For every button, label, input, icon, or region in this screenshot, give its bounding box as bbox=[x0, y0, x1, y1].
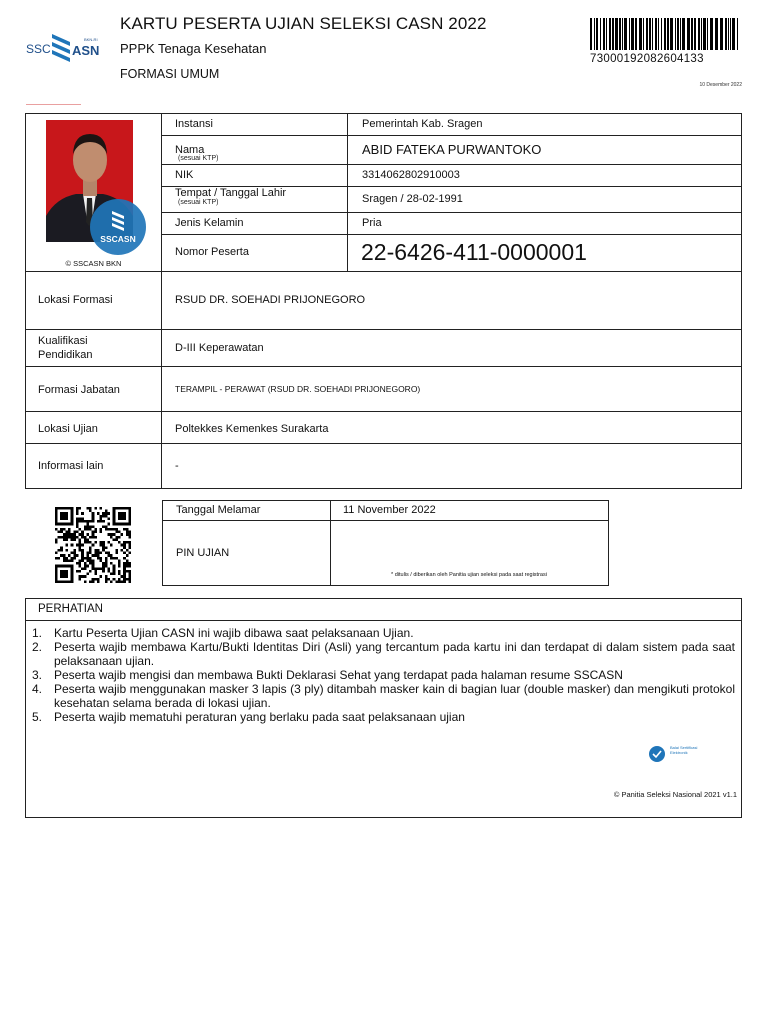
label-lokasi-formasi: Lokasi Formasi bbox=[38, 294, 113, 306]
row-divider bbox=[162, 212, 742, 213]
value-ttl: Sragen / 28-02-1991 bbox=[362, 193, 463, 205]
value-nomor-peserta: 22-6426-411-0000001 bbox=[361, 239, 587, 265]
value-lokasi-ujian: Poltekkes Kemenkes Surakarta bbox=[175, 423, 329, 435]
value-lokasi-formasi: RSUD DR. SOEHADI PRIJONEGORO bbox=[175, 294, 366, 306]
svg-text:SSCASN: SSCASN bbox=[100, 234, 136, 244]
row-divider bbox=[25, 620, 742, 621]
qr-code bbox=[54, 507, 132, 583]
value-tanggal-melamar: 11 November 2022 bbox=[343, 504, 436, 516]
list-item: 1. Kartu Peserta Ujian CASN ini wajib dibawa saat pelaksanaan Ujian. bbox=[32, 626, 735, 640]
row-divider bbox=[25, 443, 742, 444]
photo-caption: © SSCASN BKN bbox=[65, 259, 122, 268]
row-divider bbox=[162, 164, 742, 165]
list-item: 4. Peserta wajib menggunakan masker 3 lapis (3 ply) ditambah masker kain di bagian luar (double masker) dan mengikuti protokol kesehatan selama berada di lokasi ujian. bbox=[32, 682, 735, 710]
svg-text:SSC: SSC bbox=[26, 42, 51, 56]
value-informasi-lain: - bbox=[175, 460, 179, 472]
label-formasi-jabatan: Formasi Jabatan bbox=[38, 384, 120, 396]
attention-item-text: Peserta wajib membawa Kartu/Bukti Identitas Diri (Asli) yang tercantum pada kartu ini dan terdapat di dalam sistem pada saat pelaksanaan ujian. bbox=[54, 640, 735, 668]
card-title: KARTU PESERTA UJIAN SELEKSI CASN 2022 bbox=[120, 14, 487, 33]
value-kualifikasi: D-III Keperawatan bbox=[175, 342, 264, 354]
value-nik: 3314062802910003 bbox=[362, 169, 460, 181]
row-divider bbox=[25, 366, 742, 367]
barcode bbox=[590, 18, 742, 50]
pin-note: * ditulis / diberikan oleh Panitia ujian seleksi pada saat registrasi bbox=[391, 572, 547, 578]
list-item: 2. Peserta wajib membawa Kartu/Bukti Identitas Diri (Asli) yang tercantum pada kartu ini dan terdapat di dalam sistem pada saat pelaksanaan ujian. bbox=[32, 640, 735, 668]
note-ttl: (sesuai KTP) bbox=[178, 199, 219, 206]
print-date: 10 Desember 2022 bbox=[699, 82, 742, 88]
divider bbox=[26, 104, 81, 105]
column-divider bbox=[347, 113, 348, 271]
sscasn-watermark bbox=[90, 199, 146, 255]
card-subtitle: PPPK Tenaga Kesehatan bbox=[120, 41, 267, 56]
row-divider bbox=[162, 234, 742, 235]
label-nama: Nama bbox=[175, 144, 205, 156]
attention-heading: PERHATIAN bbox=[38, 603, 103, 615]
cert-text: Balai Sertifikasi Elektronik bbox=[670, 745, 698, 755]
row-divider bbox=[162, 520, 609, 521]
row-divider bbox=[162, 135, 742, 136]
svg-text:ASN: ASN bbox=[72, 43, 100, 58]
list-item: 3. Peserta wajib mengisi dan membawa Bukti Deklarasi Sehat yang terdapat pada halaman resume SSCASN bbox=[32, 668, 735, 682]
column-divider bbox=[161, 271, 162, 488]
row-divider bbox=[25, 329, 742, 330]
row-divider bbox=[25, 271, 742, 272]
svg-text:BKN-RI: BKN-RI bbox=[84, 37, 98, 42]
label-tanggal-melamar: Tanggal Melamar bbox=[176, 504, 261, 516]
label-nomor-peserta: Nomor Peserta bbox=[175, 246, 249, 258]
attention-item-text: Kartu Peserta Ujian CASN ini wajib dibawa saat pelaksanaan Ujian. bbox=[54, 626, 414, 640]
attention-item-text: Peserta wajib mematuhi peraturan yang berlaku pada saat pelaksanaan ujian bbox=[54, 710, 465, 724]
label-pin-ujian: PIN UJIAN bbox=[176, 547, 230, 559]
label-lokasi-ujian: Lokasi Ujian bbox=[38, 423, 98, 435]
formation-type: FORMASI UMUM bbox=[120, 67, 220, 81]
label-jenis-kelamin: Jenis Kelamin bbox=[175, 217, 244, 229]
label-kualifikasi: Kualifikasi Pendidikan bbox=[38, 335, 93, 361]
attention-item-text: Peserta wajib mengisi dan membawa Bukti Deklarasi Sehat yang terdapat pada halaman resume SSCASN bbox=[54, 668, 623, 682]
value-instansi: Pemerintah Kab. Sragen bbox=[362, 118, 483, 130]
sscasn-logo bbox=[26, 28, 106, 68]
label-informasi-lain: Informasi lain bbox=[38, 460, 104, 472]
note-nama: (sesuai KTP) bbox=[178, 155, 219, 162]
row-divider bbox=[25, 411, 742, 412]
value-formasi-jabatan: TERAMPIL - PERAWAT (RSUD DR. SOEHADI PRIJONEGORO) bbox=[175, 384, 421, 394]
list-item: 5. Peserta wajib mematuhi peraturan yang berlaku pada saat pelaksanaan ujian bbox=[32, 710, 735, 724]
attention-list bbox=[32, 626, 735, 724]
value-jenis-kelamin: Pria bbox=[362, 217, 382, 229]
label-ttl: Tempat / Tanggal Lahir bbox=[175, 187, 287, 199]
label-nik: NIK bbox=[175, 169, 194, 181]
copyright: © Panitia Seleksi Nasional 2021 v1.1 bbox=[613, 790, 737, 799]
value-nama: ABID FATEKA PURWANTOKO bbox=[362, 142, 542, 157]
label-instansi: Instansi bbox=[175, 118, 213, 130]
barcode-number: 73000192082604133 bbox=[590, 53, 704, 65]
attention-item-text: Peserta wajib menggunakan masker 3 lapis (3 ply) ditambah masker kain di bagian luar (double masker) dan mengikuti protokol kesehatan selama berada di lokasi ujian. bbox=[54, 682, 735, 710]
